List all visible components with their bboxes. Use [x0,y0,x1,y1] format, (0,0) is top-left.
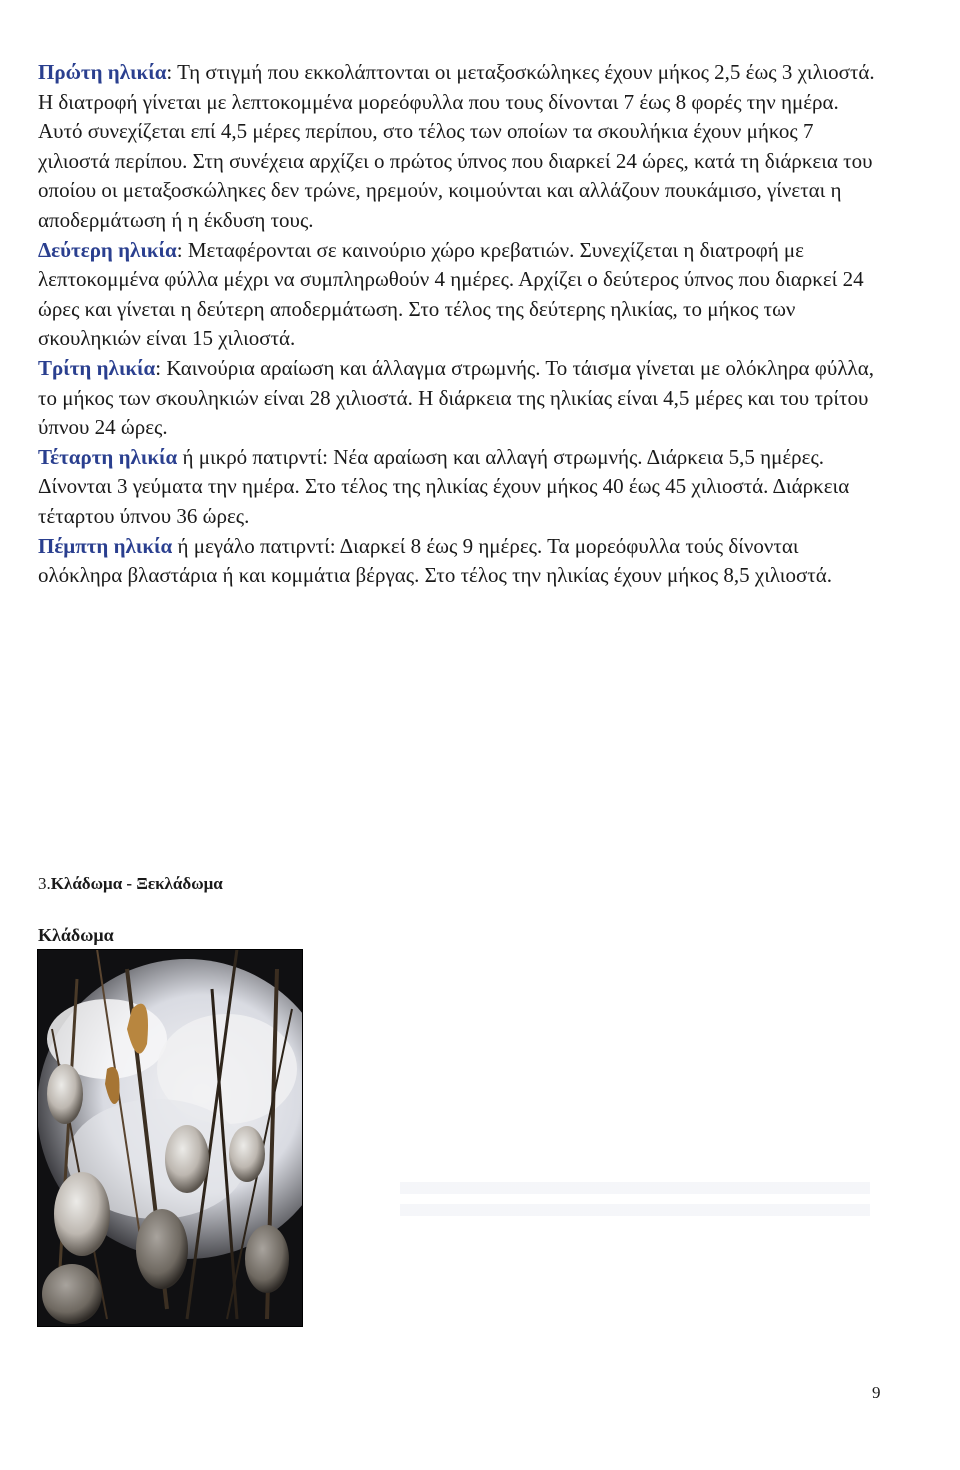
silkworm-cocoons-photo [37,949,303,1327]
section-heading [38,874,223,894]
stage-paragraph-1 [38,58,883,236]
subsection-heading: Κλάδωμα [38,925,114,945]
stage-title-3: Τρίτη ηλικία [38,355,156,380]
stage-text-2: : Μεταφέρονται σε καινούριο χώρο κρεβατιών. Συνεχίζεται η διατροφή με λεπτοκομμένα φύλλα μέχρι να συμπληρωθούν 4 ημέρες. Αρχίζει ο δεύτερος ύπνος που διαρκεί 24 ώρες και γίνεται η δεύτερη αποδερμάτωση. Στο τέλος της δεύτερης ηλικίας, το μήκος των σκουληκιών είναι 15 χιλιοστά. [38,237,864,351]
stage-paragraph-4 [38,443,883,532]
stage-title-1: Πρώτη ηλικία [38,60,167,84]
stage-paragraph-5 [38,532,883,591]
stage-title-2: Δεύτερη ηλικία [38,237,177,262]
section-title: Κλάδωμα - Ξεκλάδωμα [50,874,223,893]
show-through-text [400,1182,870,1226]
stage-text-5: ή μεγάλο πατιρντί: Διαρκεί 8 έως 9 ημέρες. Τα μορεόφυλλα τούς δίνονται ολόκληρα βλαστάρια ή και κομμάτια βέργας. Στο τέλος την ηλικίας έχουν μήκος 8,5 χιλιοστά. [38,533,832,588]
stage-paragraph-3 [38,354,883,443]
stage-text-4: ή μικρό πατιρντί: Νέα αραίωση και αλλαγή στρωμνής. Διάρκεια 5,5 ημέρες. Δίνονται 3 γεύματα την ημέρα. Στο τέλος της ηλικίας έχουν μήκος 40 έως 45 χιλιοστά. Διάρκεια τέταρτου ύπνου 36 ώρες. [38,444,850,528]
stage-text-3: : Καινούρια αραίωση και άλλαγμα στρωμνής. Το τάισμα γίνεται με ολόκληρα φύλλα, το μήκος των σκουληκιών είναι 28 χιλιοστά. Η διάρκεια της ηλικίας είναι 4,5 μέρες και του τρίτου ύπνου 24 ώρες. [38,355,874,440]
stage-title-4: Τέταρτη ηλικία [38,444,178,469]
silkworm-stages-text [38,58,883,591]
stage-paragraph-2 [38,236,883,354]
stage-text-1: : Τη στιγμή που εκκολάπτονται οι μεταξοσκώληκες έχουν μήκος 2,5 έως 3 χιλιοστά. Η διατροφή γίνεται με λεπτοκομμένα μορεόφυλλα που τους δίνονται 7 έως 8 φορές την ημέρα. Αυτό συνεχίζεται επί 4,5 μέρες περίπου, στο τέλος των οποίων τα σκουλήκια έχουν μήκος 7 χιλιοστά περίπου. Στη συνέχεια αρχίζει ο πρώτος ύπνος που διαρκεί 24 ώρες, κατά τη διάρκεια του οποίου οι μεταξοσκώληκες δεν τρώνε, ηρεμούν, κοιμούνται και αλλάζουν πουκάμισο, γίνεται η αποδερμάτωση ή η έκδυση τους. [38,60,875,232]
page-number: 9 [872,1383,881,1402]
section-number: 3. [38,874,51,893]
stage-title-5: Πέμπτη ηλικία [38,533,173,558]
photo-illustration [37,949,303,1327]
